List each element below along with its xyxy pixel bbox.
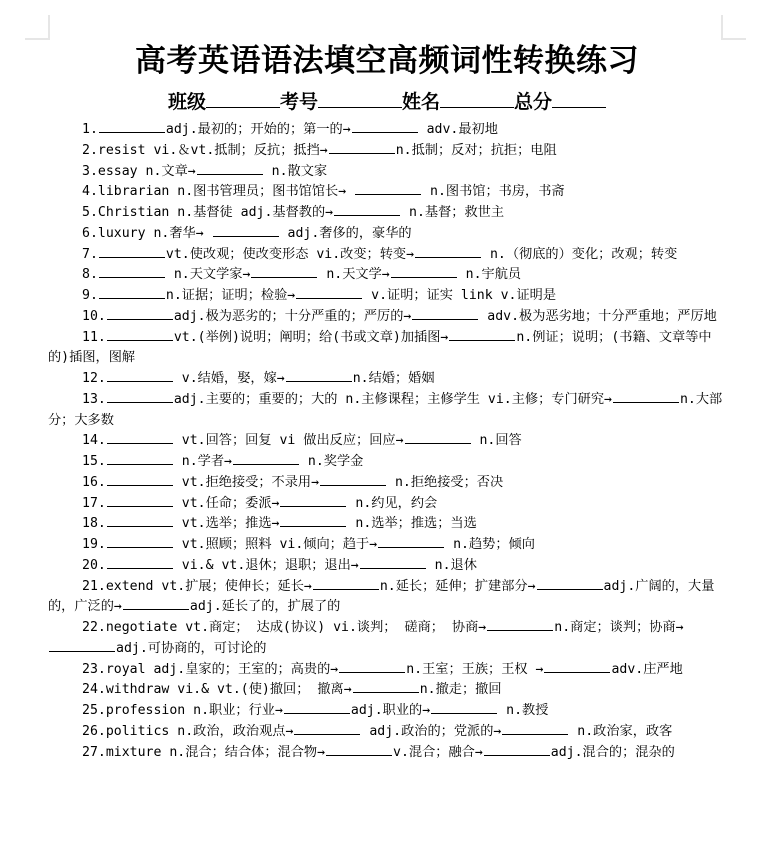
- answer-blank[interactable]: [107, 473, 173, 486]
- answer-blank[interactable]: [107, 431, 173, 444]
- answer-blank[interactable]: [107, 369, 173, 382]
- exercise-text: n.趋势；倾向: [445, 537, 535, 552]
- exercise-item: [48, 660, 724, 681]
- answer-blank[interactable]: [537, 577, 603, 590]
- exercise-text: 21.extend vt.扩展；使伸长；延长→: [82, 578, 312, 594]
- field-score-label: 总分: [514, 91, 553, 113]
- exercise-text: 2.resist vi.＆vt.抵制；反抗；抵挡→: [82, 142, 328, 158]
- exercise-text: n.学者→: [173, 454, 232, 469]
- exercise-item: [48, 120, 724, 141]
- exercise-item: [48, 722, 724, 743]
- answer-blank[interactable]: [502, 722, 568, 735]
- answer-blank[interactable]: [313, 577, 379, 590]
- exercise-text: v.结婚，娶，嫁→: [173, 371, 285, 386]
- field-name-blank[interactable]: [440, 89, 514, 108]
- exercise-text: 1.: [82, 122, 98, 137]
- field-score[interactable]: [514, 91, 606, 113]
- exercise-item: [48, 182, 724, 203]
- exercise-text: vt.照顾；照料 vi.倾向；趋于→: [173, 537, 378, 552]
- exercise-text: n.图书馆；书房，书斋: [422, 184, 565, 200]
- answer-blank[interactable]: [391, 265, 457, 278]
- page-corner-mark-top-left: [25, 15, 50, 40]
- exercise-text: adj.奢侈的，豪华的: [279, 225, 412, 241]
- exercise-text: n.撤走；撤回: [419, 682, 502, 698]
- exercise-text: n.退休: [426, 557, 477, 573]
- answer-blank[interactable]: [107, 535, 173, 548]
- exercise-text: n.选举；推选；当选: [347, 516, 477, 532]
- exercise-text: n.证据；证明；检验→: [165, 288, 296, 303]
- exercise-text: 25.profession n.职业；行业→: [82, 703, 283, 718]
- answer-blank[interactable]: [123, 597, 189, 610]
- answer-blank[interactable]: [326, 743, 392, 756]
- exercise-text: n.回答: [471, 433, 522, 449]
- answer-blank[interactable]: [320, 473, 386, 486]
- exercise-text: adj.最初的；开始的；第一的→: [165, 122, 351, 137]
- exercise-text: 18.: [82, 516, 106, 532]
- exercise-text: adv.最初地: [418, 122, 498, 137]
- exercise-text: v.证明；证实 link v.证明是: [363, 288, 557, 303]
- field-name-label: 姓名: [402, 91, 441, 113]
- answer-blank[interactable]: [352, 120, 418, 133]
- answer-blank[interactable]: [339, 660, 405, 673]
- exercise-text: n.延长；延伸；扩建部分→: [379, 578, 536, 594]
- field-class-blank[interactable]: [206, 89, 280, 108]
- answer-blank[interactable]: [197, 162, 263, 175]
- exercise-text: n.（彻底的）变化；改观；转变: [482, 246, 678, 262]
- answer-blank[interactable]: [353, 680, 419, 693]
- exercise-text: 12.: [82, 371, 106, 386]
- exercise-text: 10.: [82, 308, 106, 324]
- exercise-text: 24.withdraw vi.& vt.(使)撤回； 撤离→: [82, 682, 352, 698]
- field-score-blank[interactable]: [552, 89, 606, 108]
- answer-blank[interactable]: [378, 535, 444, 548]
- exercise-text: adj.职业的→: [350, 703, 431, 718]
- exercise-text: n.结婚；婚姻: [352, 371, 435, 386]
- answer-blank[interactable]: [405, 431, 471, 444]
- exercise-item: [48, 618, 724, 660]
- exercise-item: [48, 141, 724, 162]
- exercise-item: [48, 743, 724, 764]
- answer-blank[interactable]: [99, 245, 165, 258]
- answer-blank[interactable]: [233, 452, 299, 465]
- exercise-text: n.抵制；反对；抗拒；电阻: [395, 142, 557, 158]
- field-name[interactable]: [402, 91, 514, 113]
- page-corner-mark-top-right: [721, 15, 746, 40]
- document-title: 高考英语语法填空高频词性转换练习: [135, 43, 639, 79]
- exercise-text: 23.royal adj.皇家的；王室的；高贵的→: [82, 661, 339, 677]
- exercise-text: n.宇航员: [457, 267, 522, 283]
- exercise-text: 15.: [82, 454, 106, 469]
- exercise-text: n.王室；王族；王权 →: [406, 661, 544, 677]
- exercise-item: [48, 535, 724, 556]
- exercise-text: 8.: [82, 267, 98, 283]
- exercise-text: 26.politics n.政治，政治观点→: [82, 723, 294, 739]
- exercise-text: adv.极为恶劣地；十分严重地；严厉地: [479, 308, 717, 324]
- exercise-text: n.约见，约会: [347, 495, 438, 511]
- exercise-item: [48, 701, 724, 722]
- exercise-text: n.教授: [498, 703, 549, 718]
- answer-blank[interactable]: [107, 452, 173, 465]
- exercise-text: 27.mixture n.混合；结合体；混合物→: [82, 744, 326, 760]
- exercise-list: [48, 120, 724, 763]
- field-exam-number-label: 考号: [279, 91, 318, 113]
- answer-blank[interactable]: [294, 722, 360, 735]
- exercise-text: v.混合；融合→: [393, 744, 483, 760]
- exercise-text: vi.& vt.退休；退职；退出→: [173, 557, 359, 573]
- exercise-item: [48, 577, 724, 619]
- exercise-text: adj.混合的；混杂的: [550, 744, 675, 760]
- field-exam-number-blank[interactable]: [318, 89, 402, 108]
- exercise-text: 20.: [82, 557, 106, 573]
- exercise-text: 7.: [82, 246, 98, 262]
- exercise-text: 17.: [82, 495, 106, 511]
- exercise-text: 6.luxury n.奢华→: [82, 225, 212, 241]
- answer-blank[interactable]: [431, 701, 497, 714]
- exercise-item: [48, 224, 724, 245]
- answer-blank[interactable]: [107, 514, 173, 527]
- exercise-text: 22.negotiate vt.商定； 达成(协议) vi.谈判； 磋商； 协商→: [82, 620, 487, 635]
- exercise-text: vt.拒绝接受；不录用→: [173, 474, 320, 490]
- answer-blank[interactable]: [360, 556, 426, 569]
- answer-blank[interactable]: [284, 701, 350, 714]
- exercise-text: adj.政治的；党派的→: [361, 723, 502, 739]
- exercise-text: n.奖学金: [299, 454, 364, 469]
- exercise-item: [48, 328, 724, 370]
- answer-blank[interactable]: [544, 660, 610, 673]
- exercise-text: vt.(举例)说明；阐明；给(书或文章)加插图→: [173, 329, 449, 345]
- answer-blank[interactable]: [415, 245, 481, 258]
- exercise-text: 9.: [82, 288, 98, 303]
- field-exam-number[interactable]: [280, 91, 402, 113]
- exercise-text: adv.庄严地: [611, 661, 683, 677]
- exercise-text: vt.使改观；使改变形态 vi.改变；转变→: [165, 246, 415, 262]
- exercise-text: 19.: [82, 537, 106, 552]
- exercise-item: [48, 286, 724, 307]
- exercise-item: [48, 390, 724, 432]
- answer-blank[interactable]: [484, 743, 550, 756]
- answer-blank[interactable]: [49, 639, 115, 652]
- answer-blank[interactable]: [99, 286, 165, 299]
- exercise-text: adj.延长了的，扩展了的: [189, 599, 341, 615]
- exercise-text: n.拒绝接受；否决: [387, 474, 504, 490]
- field-class[interactable]: [168, 91, 280, 113]
- exercise-text: n.大部分；大多数: [48, 391, 723, 428]
- exercise-item: [48, 245, 724, 266]
- answer-blank[interactable]: [213, 224, 279, 237]
- exercise-text: 4.librarian n.图书管理员；图书馆馆长→: [82, 184, 355, 200]
- exercise-text: 3.essay n.文章→: [82, 163, 196, 179]
- exercise-item: [48, 431, 724, 452]
- exercise-item: [48, 680, 724, 701]
- answer-blank[interactable]: [412, 307, 478, 320]
- answer-blank[interactable]: [107, 328, 173, 341]
- answer-blank[interactable]: [107, 390, 173, 403]
- exercise-text: vt.选举；推选→: [173, 516, 280, 532]
- exercise-text: n.商定；谈判；协商→: [554, 620, 684, 635]
- answer-blank[interactable]: [107, 307, 173, 320]
- answer-blank[interactable]: [296, 286, 362, 299]
- exercise-item: [48, 307, 724, 328]
- student-info-line: [0, 88, 774, 116]
- exercise-text: vt.回答；回复 vi 做出反应；回应→: [173, 433, 404, 449]
- exercise-item: [48, 556, 724, 577]
- exercise-item: [48, 203, 724, 224]
- exercise-text: 13.: [82, 391, 106, 407]
- answer-blank[interactable]: [280, 514, 346, 527]
- answer-blank[interactable]: [449, 328, 515, 341]
- answer-blank[interactable]: [107, 494, 173, 507]
- exercise-text: adj.主要的；重要的；大的 n.主修课程；主修学生 vi.主修；专门研究→: [173, 391, 612, 407]
- exercise-text: vt.任命；委派→: [173, 495, 280, 511]
- exercise-item: [48, 494, 724, 515]
- answer-blank[interactable]: [355, 182, 421, 195]
- exercise-text: 16.: [82, 474, 106, 490]
- answer-blank[interactable]: [334, 203, 400, 216]
- exercise-text: n.天文学→: [318, 267, 390, 283]
- exercise-item: [48, 369, 724, 390]
- answer-blank[interactable]: [251, 265, 317, 278]
- field-class-label: 班级: [167, 91, 206, 113]
- exercise-text: n.政治家，政客: [569, 723, 673, 739]
- exercise-text: adj.可协商的，可讨论的: [116, 640, 267, 656]
- exercise-text: n.天文学家→: [165, 267, 251, 283]
- exercise-text: n.例证；说明；(书籍、文章等中的)插图，图解: [48, 329, 712, 366]
- answer-blank[interactable]: [107, 556, 173, 569]
- exercise-text: adj.广阔的，大量的，广泛的→: [48, 578, 715, 615]
- exercise-item: [48, 514, 724, 535]
- answer-blank[interactable]: [613, 390, 679, 403]
- exercise-text: 5.Christian n.基督徒 adj.基督教的→: [82, 205, 334, 220]
- exercise-text: n.散文家: [263, 163, 328, 179]
- answer-blank[interactable]: [280, 494, 346, 507]
- answer-blank[interactable]: [286, 369, 352, 382]
- answer-blank[interactable]: [99, 265, 165, 278]
- exercise-item: [48, 473, 724, 494]
- exercise-text: adj.极为恶劣的；十分严重的；严厉的→: [173, 308, 412, 324]
- exercise-item: [48, 162, 724, 183]
- exercise-text: n.基督；救世主: [401, 205, 505, 220]
- answer-blank[interactable]: [329, 141, 395, 154]
- exercise-item: [48, 265, 724, 286]
- exercise-text: 14.: [82, 433, 106, 449]
- exercise-text: 11.: [82, 329, 106, 345]
- answer-blank[interactable]: [99, 120, 165, 133]
- answer-blank[interactable]: [487, 618, 553, 631]
- exercise-item: [48, 452, 724, 473]
